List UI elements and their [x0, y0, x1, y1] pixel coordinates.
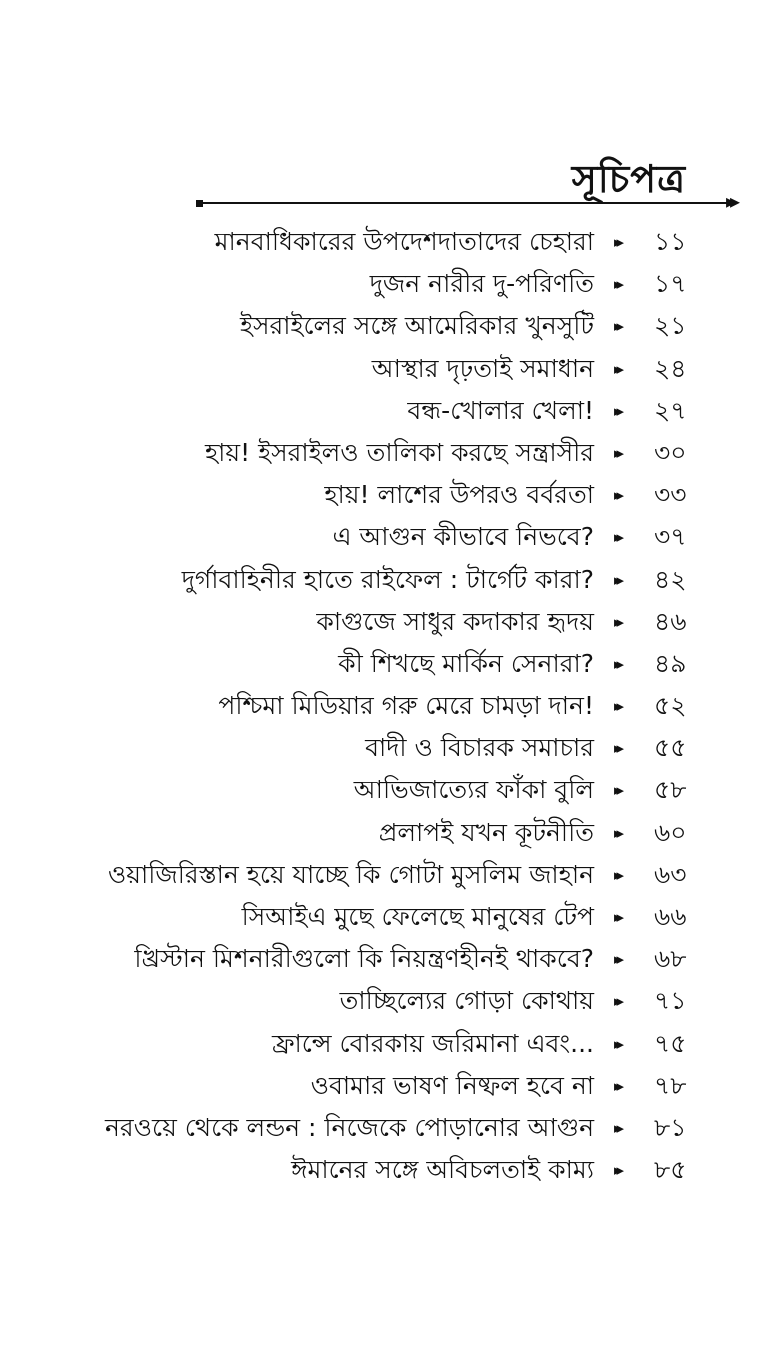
toc-entry [0, 222, 774, 264]
toc-entry-page-number: ২৪ [654, 353, 687, 383]
double-arrow-icon: ▸▸ [614, 359, 620, 378]
toc-entry [0, 1066, 774, 1108]
double-arrow-icon: ▸▸ [614, 1034, 620, 1053]
toc-entry-page-number: ৪২ [654, 564, 687, 594]
double-arrow-icon: ▸▸ [614, 697, 620, 716]
toc-entry [0, 391, 774, 433]
double-arrow-icon: ▸▸ [614, 950, 620, 969]
double-arrow-icon: ▸▸ [614, 823, 620, 842]
double-arrow-icon: ▸▸ [614, 486, 620, 505]
toc-entry-title: ওবামার ভাষণ নিষ্ফল হবে না [310, 1070, 594, 1100]
toc-entry-title: হায়! ইসরাইলও তালিকা করছে সন্ত্রাসীর [205, 437, 594, 467]
toc-entry [0, 602, 774, 644]
double-arrow-icon: ▸▸ [614, 401, 620, 420]
toc-entry-title: আস্থার দৃঢ়তাই সমাধান [371, 353, 594, 383]
toc-entry [0, 306, 774, 348]
toc-entry [0, 264, 774, 306]
double-arrow-icon: ▸▸ [614, 275, 620, 294]
toc-entry-title: মানবাধিকারের উপদেশদাতাদের চেহারা [214, 227, 594, 256]
toc-entry [0, 728, 774, 770]
toc-entry-page-number: ৬৬ [654, 902, 687, 931]
double-arrow-icon: ▸▸ [614, 781, 620, 800]
toc-entry-page-number: ৪৯ [654, 648, 687, 678]
toc-entry [0, 813, 774, 855]
toc-entry-page-number: ৭১ [654, 986, 687, 1016]
double-arrow-icon: ▸▸ [614, 992, 620, 1011]
toc-entry-page-number: ৩৭ [654, 522, 687, 552]
toc-entry-title: কী শিখছে মার্কিন সেনারা? [338, 648, 594, 678]
toc-entry-page-number: ৫৮ [654, 775, 687, 805]
double-arrow-icon: ▸▸ [614, 233, 620, 251]
toc-entry-page-number: ৭৮ [654, 1070, 687, 1100]
toc-entry [0, 349, 774, 391]
table-of-contents [0, 222, 774, 1192]
toc-entry-title: নরওয়ে থেকে লন্ডন : নিজেকে পোড়ানোর আগুন [104, 1112, 594, 1142]
toc-entry [0, 433, 774, 475]
toc-entry-page-number: ২৭ [654, 395, 687, 425]
toc-entry [0, 475, 774, 517]
double-arrow-icon: ▸▸ [614, 739, 620, 758]
toc-entry-title: বন্ধ-খোলার খেলা! [407, 395, 594, 425]
double-arrow-icon: ▸▸ [614, 1118, 620, 1137]
toc-entry-title: খ্রিস্টান মিশনারীগুলো কি নিয়ন্ত্রণহীনই থাকবে? [134, 944, 594, 974]
toc-entry-page-number: ৮৫ [654, 1155, 687, 1185]
page-title: সূচিপত্র [571, 157, 686, 201]
toc-entry-page-number: ৫৫ [654, 733, 687, 763]
double-arrow-icon: ▸▸ [614, 570, 620, 589]
double-arrow-icon: ▸▸ [614, 1076, 620, 1095]
toc-entry-title: এ আগুন কীভাবে নিভবে? [332, 522, 594, 552]
double-arrow-icon: ▸▸ [614, 612, 620, 631]
toc-entry-page-number: ৮১ [654, 1112, 687, 1142]
toc-entry-title: হায়! লাশের উপরও বর্বরতা [324, 480, 594, 510]
toc-entry [0, 1024, 774, 1066]
toc-entry-title: ওয়াজিরিস্তান হয়ে যাচ্ছে কি গোটা মুসলিম জাহান [107, 859, 594, 889]
double-arrow-icon: ▸▸ [614, 908, 620, 926]
toc-entry-title: আভিজাত্যের ফাঁকা বুলি [353, 775, 594, 805]
toc-entry-page-number: ৩০ [654, 437, 687, 467]
toc-entry-page-number: ৩৩ [654, 480, 687, 510]
toc-entry [0, 517, 774, 559]
toc-entry-page-number: ৭৫ [654, 1028, 687, 1058]
toc-entry [0, 897, 774, 939]
toc-entry [0, 560, 774, 602]
double-arrow-icon: ▸▸ [614, 443, 620, 462]
toc-entry-page-number: ৬০ [654, 817, 687, 847]
double-arrow-icon: ▸▸ [614, 865, 620, 884]
toc-entry [0, 644, 774, 686]
toc-entry [0, 770, 774, 812]
toc-entry-page-number: ২১ [654, 311, 687, 341]
toc-entry [0, 855, 774, 897]
divider-arrow-icon: ▸▸ [726, 189, 735, 213]
toc-entry-title: দুজন নারীর দু-পরিণতি [369, 269, 594, 299]
toc-entry-title: পশ্চিমা মিডিয়ার গরু মেরে চামড়া দান! [218, 691, 594, 721]
toc-entry-page-number: ৬৩ [654, 859, 687, 889]
toc-entry [0, 1150, 774, 1192]
divider-line [200, 202, 730, 204]
double-arrow-icon: ▸▸ [614, 1161, 620, 1180]
toc-entry-title: ঈমানের সঙ্গে অবিচলতাই কাম্য [291, 1155, 594, 1185]
double-arrow-icon: ▸▸ [614, 528, 620, 547]
toc-entry-title: তাচ্ছিল্যের গোড়া কোথায় [339, 986, 594, 1016]
toc-entry-page-number: ১১ [654, 227, 687, 256]
toc-entry [0, 981, 774, 1023]
toc-entry-page-number: ৫২ [654, 691, 687, 721]
toc-entry-title: বাদী ও বিচারক সমাচার [365, 733, 594, 763]
toc-entry-title: দুর্গাবাহিনীর হাতে রাইফেল : টার্গেট কারা? [181, 564, 594, 594]
toc-entry-title: সিআইএ মুছে ফেলেছে মানুষের টেপ [241, 902, 594, 931]
toc-entry-title: কাগুজে সাধুর কদাকার হৃদয় [316, 606, 594, 636]
double-arrow-icon: ▸▸ [614, 654, 620, 673]
toc-entry-page-number: ৬৮ [654, 944, 687, 974]
toc-entry-title: প্রলাপই যখন কূটনীতি [378, 817, 594, 847]
toc-entry [0, 939, 774, 981]
toc-entry-title: ইসরাইলের সঙ্গে আমেরিকার খুনসুটি [239, 311, 594, 341]
double-arrow-icon: ▸▸ [614, 317, 620, 336]
toc-entry [0, 1108, 774, 1150]
toc-entry-page-number: ১৭ [654, 269, 687, 299]
toc-entry-page-number: ৪৬ [654, 606, 687, 636]
toc-entry [0, 686, 774, 728]
heading-divider [196, 200, 730, 206]
toc-entry-title: ফ্রান্সে বোরকায় জরিমানা এবং... [272, 1028, 594, 1058]
